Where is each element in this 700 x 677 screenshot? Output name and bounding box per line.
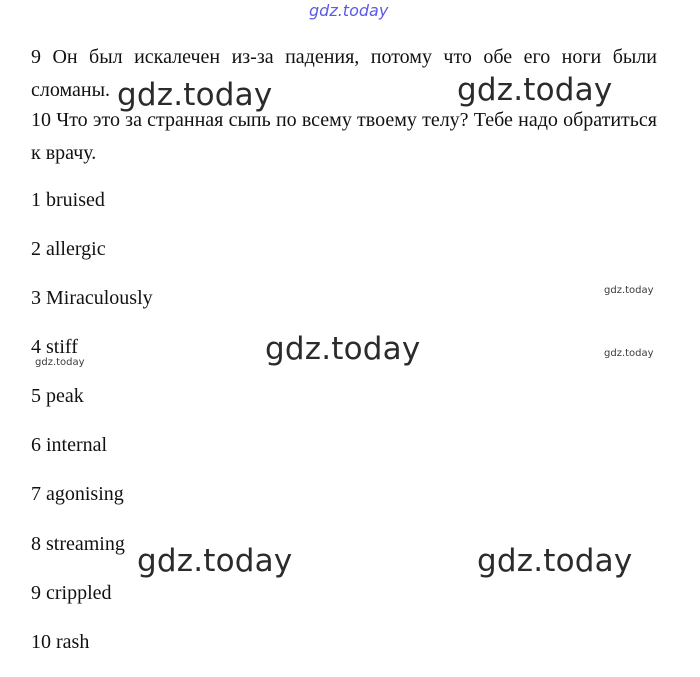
- answer-4: 4 stiff: [31, 336, 78, 358]
- watermark-small: gdz.today: [604, 285, 654, 296]
- header-watermark: gdz.today: [309, 1, 389, 20]
- watermark-large: gdz.today: [265, 331, 421, 367]
- answer-5: 5 peak: [31, 385, 84, 407]
- watermark-large: gdz.today: [477, 543, 633, 579]
- sentence-10: 10 Что это за странная сыпь по всему твоему телу? Тебе надо обратиться к врачу.: [31, 109, 657, 164]
- answer-1: 1 bruised: [31, 189, 105, 211]
- answer-6: 6 internal: [31, 434, 108, 456]
- answer-2: 2 allergic: [31, 238, 106, 260]
- watermark-small: gdz.today: [35, 357, 85, 368]
- watermark-large: gdz.today: [457, 72, 613, 108]
- answer-3: 3 Miraculously: [31, 287, 153, 309]
- answer-8: 8 streaming: [31, 533, 125, 555]
- answer-9: 9 crippled: [31, 582, 112, 604]
- watermark-large: gdz.today: [137, 543, 293, 579]
- watermark-small: gdz.today: [604, 348, 654, 359]
- sentence-9: 9 Он был искалечен из-за падения, потому что обе его ноги были сломаны.: [31, 46, 657, 101]
- answer-7: 7 agonising: [31, 483, 124, 505]
- answer-10: 10 rash: [31, 631, 90, 653]
- watermark-large: gdz.today: [117, 77, 273, 113]
